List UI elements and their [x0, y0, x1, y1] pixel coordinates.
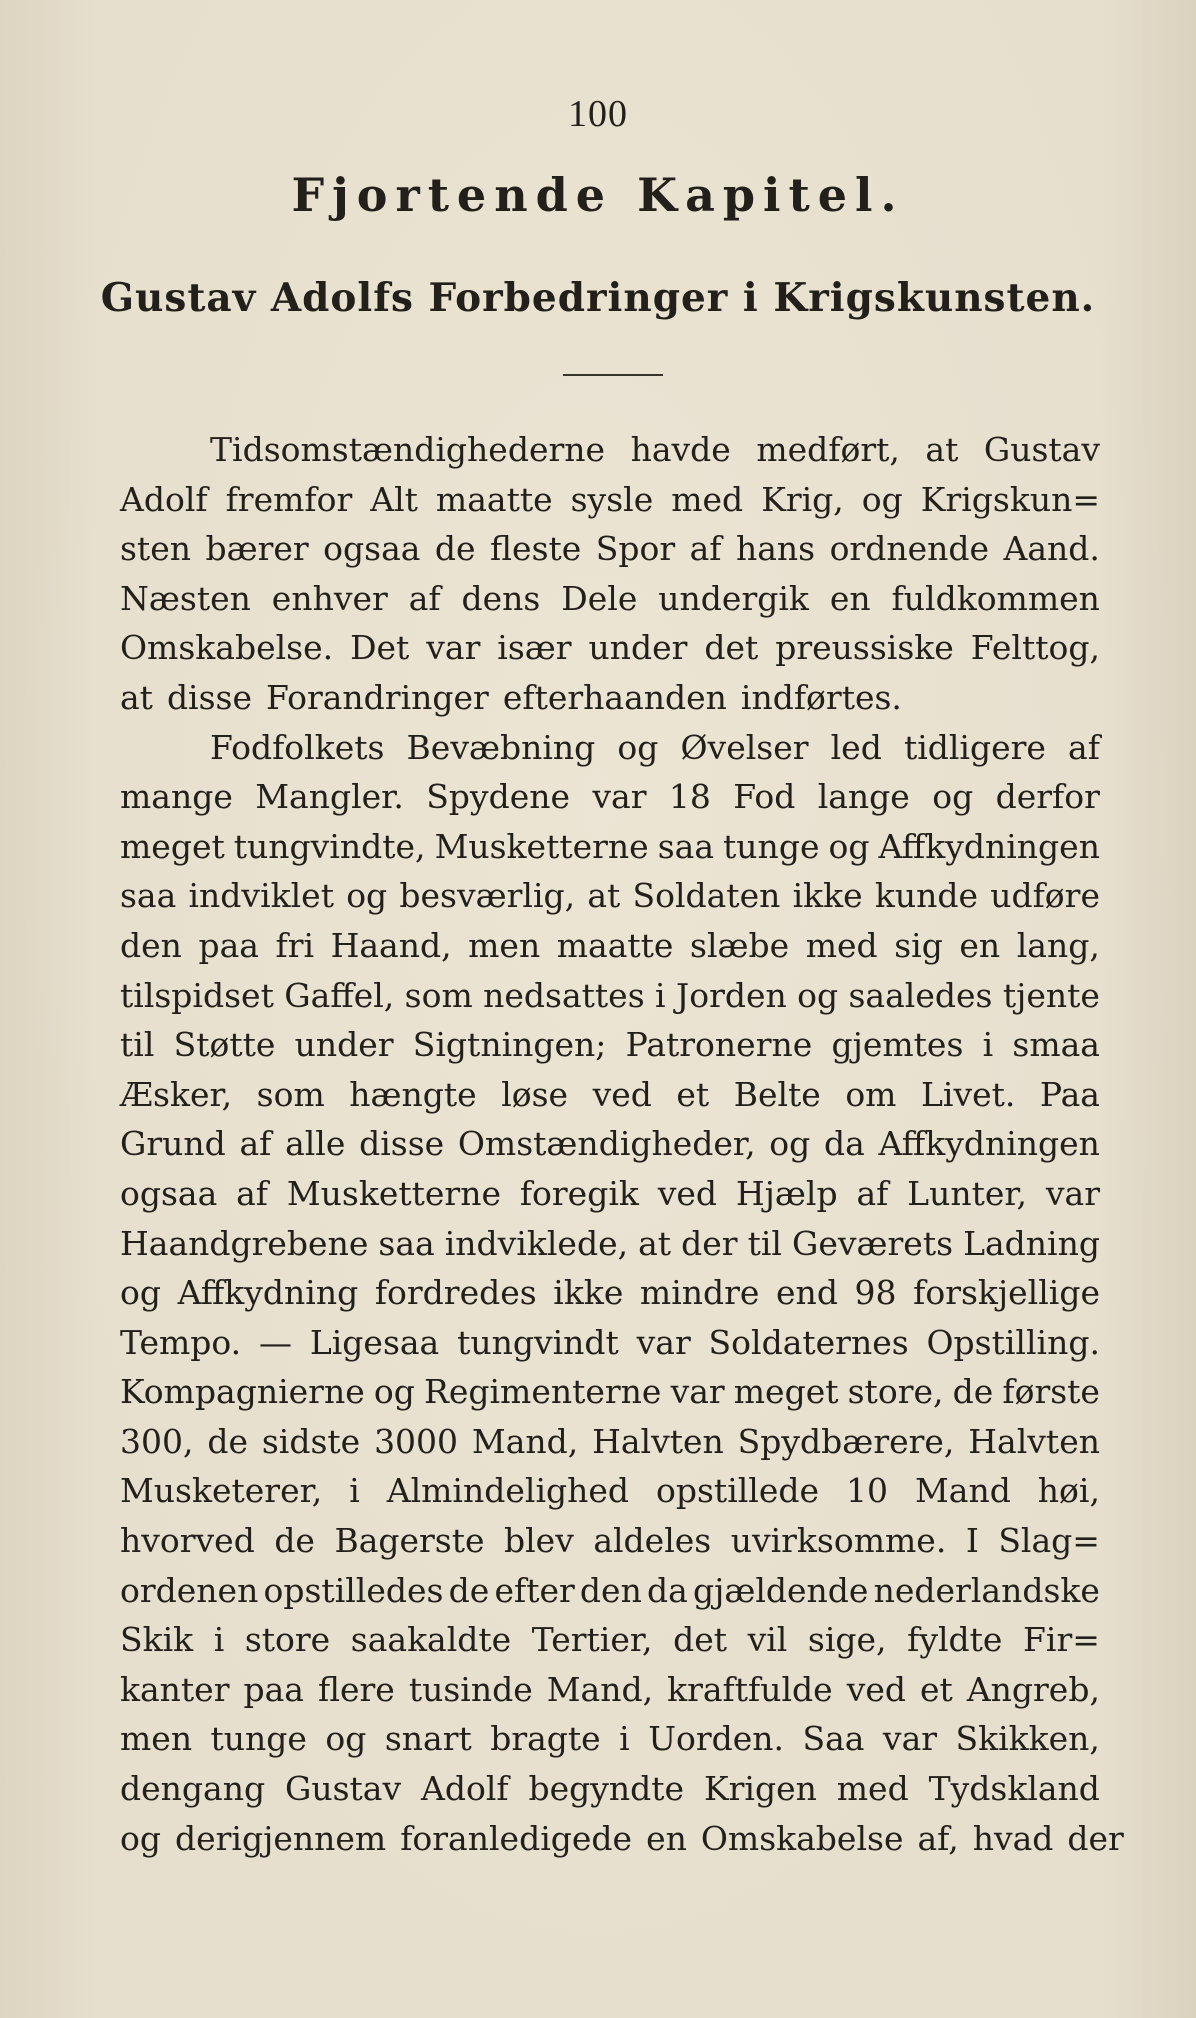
text-line: hvorved de Bagerste blev aldeles uvirksomme. I Slag= [120, 1521, 1100, 1561]
text-line: Tidsomstændighederne havde medført, at Gustav [210, 430, 1100, 469]
text-line: at disse Forandringer efterhaanden indførtes. [120, 677, 902, 717]
text-line: Grund af alle disse Omstændigheder, og da Affkydningen [120, 1124, 1100, 1164]
text-line: meget tungvindte, Musketterne saa tunge og Affkydningen [120, 826, 1100, 866]
text-line: Omskabelse. Det var især under det preussiske Felttog, [120, 628, 1100, 668]
text-line: Kompagnierne og Regimenterne var meget store, de første [120, 1372, 1100, 1412]
text-line: 300, de sidste 3000 Mand, Halvten Spydbærere, Halvten [120, 1421, 1100, 1461]
text-line: Musketerer, i Almindelighed opstillede 10 Mand høi, [120, 1471, 1100, 1511]
text-line: og Affkydning fordredes ikke mindre end 98 forskjellige [120, 1273, 1100, 1313]
text-line: Haandgrebene saa indviklede, at der til Geværets Ladning [120, 1223, 1100, 1263]
text-line: Fodfolkets Bevæbning og Øvelser led tidligere af [210, 727, 1100, 767]
text-line: tilspidset Gaffel, som nedsattes i Jorden og saaledes tjente [120, 975, 1100, 1015]
text-line: dengang Gustav Adolf begyndte Krigen med Tydskland [120, 1769, 1100, 1809]
page-number: 100 [568, 93, 628, 135]
text-line: Skik i store saakaldte Tertier, det vil sige, fyldte Fir= [120, 1620, 1100, 1660]
text-line: Æsker, som hængte løse ved et Belte om Livet. Paa [120, 1074, 1100, 1114]
chapter-subtitle: Gustav Adolfs Forbedringer i Krigskunsten. [100, 275, 1096, 321]
text-line: kanter paa flere tusinde Mand, kraftfulde ved et Angreb, [120, 1669, 1100, 1709]
text-line: men tunge og snart bragte i Uorden. Saa var Skikken, [120, 1719, 1100, 1759]
title-divider [563, 374, 663, 376]
text-line: sten bærer ogsaa de fleste Spor af hans ordnende Aand. [120, 529, 1100, 569]
text-line: saa indviklet og besværlig, at Soldaten ikke kunde udføre [120, 876, 1100, 916]
text-line: Tempo. — Ligesaa tungvindt var Soldaternes Opstilling. [120, 1322, 1100, 1362]
body-text [120, 425, 1124, 1863]
text-line: Adolf fremfor Alt maatte sysle med Krig, og Krigskun= [120, 479, 1100, 519]
text-line: den paa fri Haand, men maatte slæbe med sig en lang, [120, 925, 1100, 965]
text-line: mange Mangler. Spydene var 18 Fod lange og derfor [120, 777, 1100, 817]
text-line: ogsaa af Musketterne foregik ved Hjælp af Lunter, var [120, 1173, 1100, 1213]
text-line: til Støtte under Sigtningen; Patronerne gjemtes i smaa [120, 1025, 1100, 1065]
text-line: Næsten enhver af dens Dele undergik en fuldkommen [120, 578, 1100, 618]
chapter-title: Fjortende Kapitel. [291, 168, 905, 222]
text-line: ordenen opstilledes de efter den da gjældende nederlandske [120, 1570, 1100, 1610]
text-line: og derigjennem foranledigede en Omskabelse af, hvad der [120, 1818, 1124, 1858]
